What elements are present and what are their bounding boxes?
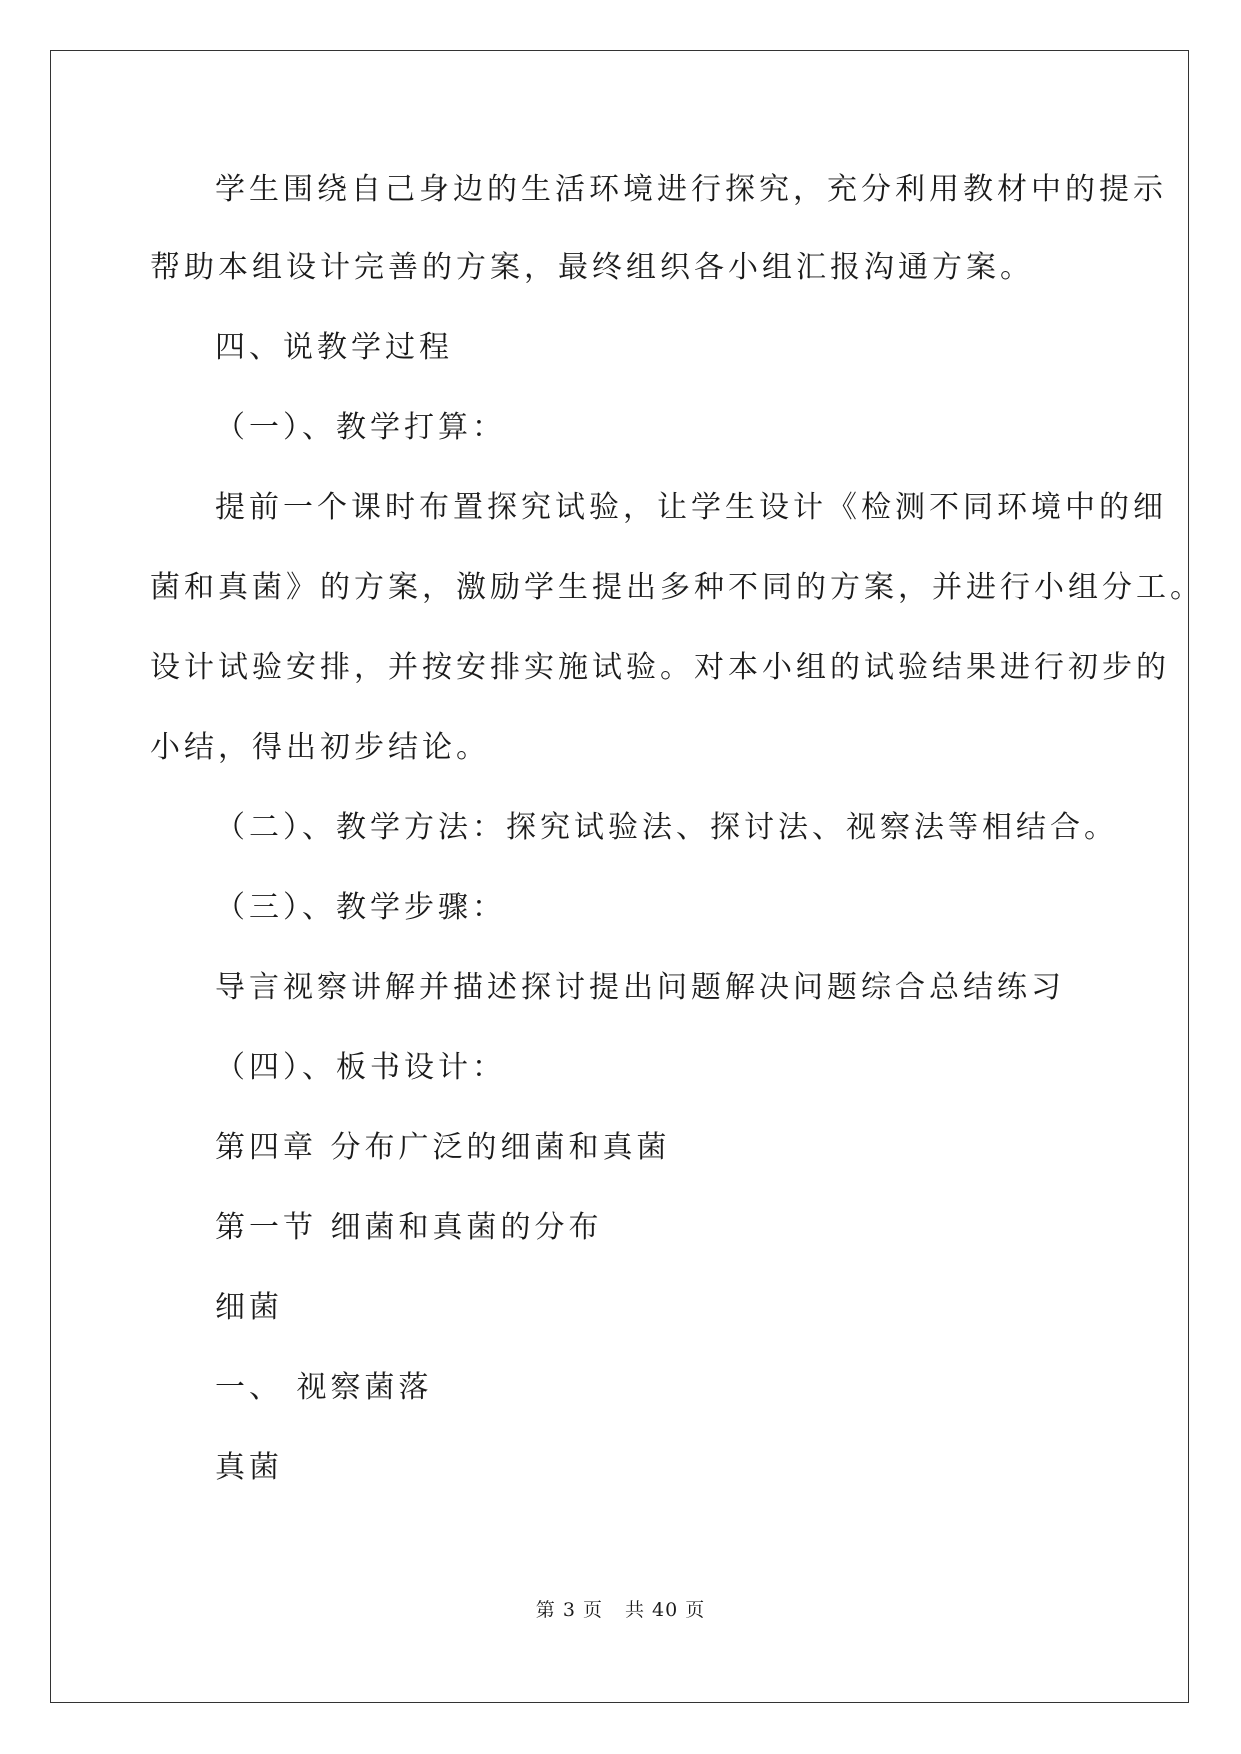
subsection-heading: （四）、板书设计： <box>215 1050 506 1085</box>
paragraph-line: 小结，得出初步结论。 <box>150 730 490 765</box>
page-footer <box>0 1595 1241 1622</box>
paragraph-line: 提前一个课时布置探究试验，让学生设计《检测不同环境中的细 <box>215 490 1167 525</box>
paragraph-line: 菌和真菌》的方案，激励学生提出多种不同的方案，并进行小组分工。 <box>150 570 1204 605</box>
subsection-heading: （二）、教学方法：探究试验法、探讨法、视察法等相结合。 <box>215 810 1118 845</box>
page-number: 第 3 页 <box>535 1599 603 1621</box>
paragraph-line: 设计试验安排，并按安排实施试验。对本小组的试验结果进行初步的 <box>150 650 1170 685</box>
subsection-heading: （一）、教学打算： <box>215 410 506 445</box>
paragraph-line: 导言视察讲解并描述探讨提出问题解决问题综合总结练习 <box>215 970 1065 1005</box>
section-heading: 四、说教学过程 <box>215 330 453 365</box>
page-total: 共 40 页 <box>624 1599 706 1621</box>
board-line: 真菌 <box>215 1450 283 1485</box>
paragraph-line: 学生围绕自己身边的生活环境进行探究，充分利用教材中的提示 <box>215 172 1167 207</box>
board-line: 一、 视察菌落 <box>215 1370 433 1405</box>
board-line: 第四章 分布广泛的细菌和真菌 <box>215 1130 671 1165</box>
board-line: 第一节 细菌和真菌的分布 <box>215 1210 603 1245</box>
board-line: 细菌 <box>215 1290 283 1325</box>
subsection-heading: （三）、教学步骤： <box>215 890 506 925</box>
paragraph-line: 帮助本组设计完善的方案，最终组织各小组汇报沟通方案。 <box>150 250 1034 285</box>
